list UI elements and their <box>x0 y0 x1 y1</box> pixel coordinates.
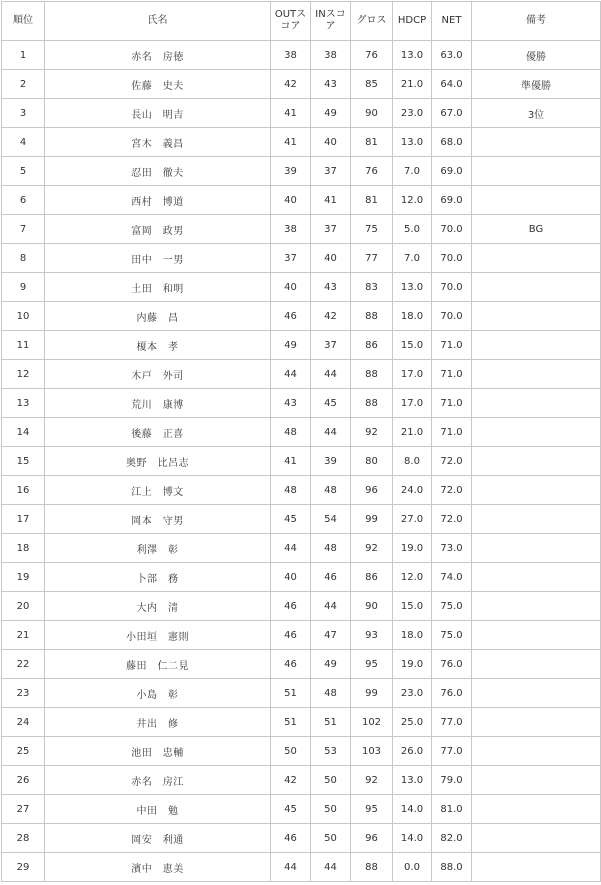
hdcp-cell: 21.0 <box>393 70 432 99</box>
gross-cell: 95 <box>351 650 393 679</box>
note-cell <box>472 273 601 302</box>
table-row <box>2 447 601 476</box>
hdcp-cell: 21.0 <box>393 418 432 447</box>
rank-cell: 1 <box>2 41 45 70</box>
note-cell <box>472 679 601 708</box>
out-score-cell: 42 <box>271 766 311 795</box>
out-score-cell: 37 <box>271 244 311 273</box>
in-score-cell: 44 <box>311 360 351 389</box>
note-cell <box>472 853 601 882</box>
table-row <box>2 795 601 824</box>
note-cell <box>472 244 601 273</box>
hdcp-cell: 18.0 <box>393 621 432 650</box>
table-row <box>2 563 601 592</box>
gross-cell: 86 <box>351 331 393 360</box>
table-row <box>2 650 601 679</box>
hdcp-cell: 25.0 <box>393 708 432 737</box>
note-cell: 準優勝 <box>472 70 601 99</box>
table-row <box>2 41 601 70</box>
in-score-cell: 44 <box>311 853 351 882</box>
net-cell: 69.0 <box>432 186 472 215</box>
in-score-cell: 37 <box>311 215 351 244</box>
in-score-cell: 50 <box>311 795 351 824</box>
name-cell: 木戸 外司 <box>45 360 271 389</box>
in-score-cell: 48 <box>311 679 351 708</box>
hdcp-cell: 15.0 <box>393 592 432 621</box>
gross-cell: 75 <box>351 215 393 244</box>
in-score-cell: 51 <box>311 708 351 737</box>
name-cell: 卜部 務 <box>45 563 271 592</box>
out-score-cell: 50 <box>271 737 311 766</box>
rank-cell: 9 <box>2 273 45 302</box>
net-cell: 69.0 <box>432 157 472 186</box>
name-cell: 富岡 政男 <box>45 215 271 244</box>
rank-cell: 5 <box>2 157 45 186</box>
name-cell: 大内 清 <box>45 592 271 621</box>
net-cell: 88.0 <box>432 853 472 882</box>
out-score-cell: 46 <box>271 650 311 679</box>
net-cell: 73.0 <box>432 534 472 563</box>
table-row <box>2 824 601 853</box>
net-cell: 70.0 <box>432 273 472 302</box>
out-score-cell: 45 <box>271 505 311 534</box>
out-score-cell: 41 <box>271 99 311 128</box>
out-score-cell: 46 <box>271 621 311 650</box>
name-cell: 岡本 守男 <box>45 505 271 534</box>
table-row <box>2 215 601 244</box>
note-cell <box>472 534 601 563</box>
in-score-cell: 42 <box>311 302 351 331</box>
note-cell: 3位 <box>472 99 601 128</box>
name-cell: 佐藤 史夫 <box>45 70 271 99</box>
hdcp-cell: 13.0 <box>393 273 432 302</box>
net-cell: 76.0 <box>432 650 472 679</box>
table-row <box>2 766 601 795</box>
gross-cell: 96 <box>351 824 393 853</box>
out-score-cell: 38 <box>271 215 311 244</box>
rank-cell: 7 <box>2 215 45 244</box>
hdcp-cell: 24.0 <box>393 476 432 505</box>
note-cell <box>472 360 601 389</box>
table-row <box>2 621 601 650</box>
name-cell: 後藤 正喜 <box>45 418 271 447</box>
rank-cell: 26 <box>2 766 45 795</box>
table-row <box>2 273 601 302</box>
name-cell: 土田 和明 <box>45 273 271 302</box>
rank-cell: 21 <box>2 621 45 650</box>
gross-cell: 77 <box>351 244 393 273</box>
gross-cell: 90 <box>351 99 393 128</box>
out-score-cell: 51 <box>271 708 311 737</box>
out-score-cell: 44 <box>271 360 311 389</box>
table-row <box>2 302 601 331</box>
hdcp-cell: 14.0 <box>393 795 432 824</box>
name-cell: 西村 博道 <box>45 186 271 215</box>
gross-cell: 102 <box>351 708 393 737</box>
net-cell: 75.0 <box>432 592 472 621</box>
gross-cell: 88 <box>351 853 393 882</box>
note-cell <box>472 476 601 505</box>
rank-cell: 24 <box>2 708 45 737</box>
note-cell <box>472 389 601 418</box>
out-score-cell: 39 <box>271 157 311 186</box>
net-cell: 77.0 <box>432 737 472 766</box>
in-score-cell: 40 <box>311 128 351 157</box>
in-score-cell: 54 <box>311 505 351 534</box>
net-cell: 63.0 <box>432 41 472 70</box>
rank-cell: 16 <box>2 476 45 505</box>
rank-cell: 25 <box>2 737 45 766</box>
table-row <box>2 505 601 534</box>
hdcp-cell: 17.0 <box>393 389 432 418</box>
table-row <box>2 186 601 215</box>
gross-cell: 99 <box>351 679 393 708</box>
gross-cell: 96 <box>351 476 393 505</box>
note-cell <box>472 505 601 534</box>
table-row <box>2 99 601 128</box>
gross-cell: 92 <box>351 766 393 795</box>
note-cell <box>472 650 601 679</box>
net-cell: 70.0 <box>432 244 472 273</box>
note-cell <box>472 708 601 737</box>
out-score-cell: 51 <box>271 679 311 708</box>
in-score-cell: 46 <box>311 563 351 592</box>
net-cell: 71.0 <box>432 360 472 389</box>
hdcp-cell: 7.0 <box>393 244 432 273</box>
table-row <box>2 70 601 99</box>
hdcp-cell: 13.0 <box>393 41 432 70</box>
name-cell: 岡安 利通 <box>45 824 271 853</box>
out-score-cell: 46 <box>271 302 311 331</box>
note-cell <box>472 563 601 592</box>
table-row <box>2 418 601 447</box>
note-cell <box>472 418 601 447</box>
gross-cell: 81 <box>351 128 393 157</box>
rank-cell: 8 <box>2 244 45 273</box>
hdcp-cell: 19.0 <box>393 650 432 679</box>
rank-cell: 23 <box>2 679 45 708</box>
out-score-cell: 46 <box>271 824 311 853</box>
rank-cell: 18 <box>2 534 45 563</box>
rank-cell: 17 <box>2 505 45 534</box>
note-cell <box>472 186 601 215</box>
in-score-cell: 43 <box>311 70 351 99</box>
out-score-cell: 42 <box>271 70 311 99</box>
gross-cell: 76 <box>351 157 393 186</box>
in-score-cell: 44 <box>311 592 351 621</box>
name-cell: 濱中 恵美 <box>45 853 271 882</box>
hdcp-cell: 7.0 <box>393 157 432 186</box>
in-score-cell: 48 <box>311 476 351 505</box>
net-cell: 67.0 <box>432 99 472 128</box>
table-row <box>2 708 601 737</box>
rank-cell: 29 <box>2 853 45 882</box>
note-cell <box>472 157 601 186</box>
name-cell: 江上 博文 <box>45 476 271 505</box>
note-cell <box>472 737 601 766</box>
table-header <box>2 2 601 41</box>
name-cell: 藤田 仁二見 <box>45 650 271 679</box>
gross-cell: 103 <box>351 737 393 766</box>
hdcp-cell: 18.0 <box>393 302 432 331</box>
net-cell: 70.0 <box>432 302 472 331</box>
table-row <box>2 244 601 273</box>
header-rank: 順位 <box>2 2 45 41</box>
gross-cell: 88 <box>351 360 393 389</box>
hdcp-cell: 15.0 <box>393 331 432 360</box>
rank-cell: 28 <box>2 824 45 853</box>
note-cell <box>472 824 601 853</box>
in-score-cell: 53 <box>311 737 351 766</box>
in-score-cell: 39 <box>311 447 351 476</box>
rank-cell: 4 <box>2 128 45 157</box>
hdcp-cell: 27.0 <box>393 505 432 534</box>
in-score-cell: 50 <box>311 766 351 795</box>
header-hdcp: HDCP <box>393 2 432 41</box>
rank-cell: 12 <box>2 360 45 389</box>
note-cell <box>472 447 601 476</box>
rank-cell: 22 <box>2 650 45 679</box>
gross-cell: 81 <box>351 186 393 215</box>
gross-cell: 88 <box>351 302 393 331</box>
out-score-cell: 48 <box>271 476 311 505</box>
gross-cell: 90 <box>351 592 393 621</box>
note-cell <box>472 621 601 650</box>
gross-cell: 92 <box>351 418 393 447</box>
net-cell: 72.0 <box>432 476 472 505</box>
hdcp-cell: 23.0 <box>393 99 432 128</box>
net-cell: 75.0 <box>432 621 472 650</box>
in-score-cell: 47 <box>311 621 351 650</box>
note-cell <box>472 592 601 621</box>
net-cell: 82.0 <box>432 824 472 853</box>
name-cell: 赤名 房徳 <box>45 41 271 70</box>
in-score-cell: 49 <box>311 99 351 128</box>
header-name: 氏名 <box>45 2 271 41</box>
name-cell: 宮木 義昌 <box>45 128 271 157</box>
out-score-cell: 40 <box>271 186 311 215</box>
rank-cell: 19 <box>2 563 45 592</box>
out-score-cell: 40 <box>271 273 311 302</box>
results-table <box>1 1 601 882</box>
rank-cell: 3 <box>2 99 45 128</box>
table-row <box>2 157 601 186</box>
rank-cell: 10 <box>2 302 45 331</box>
header-gross: グロス <box>351 2 393 41</box>
name-cell: 榎本 孝 <box>45 331 271 360</box>
header-out-score: OUTスコア <box>271 2 311 41</box>
hdcp-cell: 13.0 <box>393 766 432 795</box>
header-row <box>2 2 601 41</box>
hdcp-cell: 19.0 <box>393 534 432 563</box>
net-cell: 71.0 <box>432 389 472 418</box>
name-cell: 利澤 彰 <box>45 534 271 563</box>
net-cell: 81.0 <box>432 795 472 824</box>
table-row <box>2 360 601 389</box>
table-row <box>2 853 601 882</box>
note-cell: BG <box>472 215 601 244</box>
hdcp-cell: 8.0 <box>393 447 432 476</box>
in-score-cell: 41 <box>311 186 351 215</box>
table-row <box>2 128 601 157</box>
gross-cell: 83 <box>351 273 393 302</box>
net-cell: 77.0 <box>432 708 472 737</box>
in-score-cell: 44 <box>311 418 351 447</box>
name-cell: 赤名 房江 <box>45 766 271 795</box>
gross-cell: 93 <box>351 621 393 650</box>
note-cell <box>472 331 601 360</box>
net-cell: 71.0 <box>432 331 472 360</box>
out-score-cell: 45 <box>271 795 311 824</box>
header-note: 備考 <box>472 2 601 41</box>
out-score-cell: 43 <box>271 389 311 418</box>
in-score-cell: 45 <box>311 389 351 418</box>
header-in-score: INスコア <box>311 2 351 41</box>
table-row <box>2 592 601 621</box>
gross-cell: 92 <box>351 534 393 563</box>
in-score-cell: 38 <box>311 41 351 70</box>
out-score-cell: 44 <box>271 534 311 563</box>
name-cell: 奥野 比呂志 <box>45 447 271 476</box>
rank-cell: 14 <box>2 418 45 447</box>
net-cell: 68.0 <box>432 128 472 157</box>
name-cell: 忍田 徹夫 <box>45 157 271 186</box>
header-net: NET <box>432 2 472 41</box>
in-score-cell: 37 <box>311 331 351 360</box>
in-score-cell: 50 <box>311 824 351 853</box>
rank-cell: 13 <box>2 389 45 418</box>
in-score-cell: 40 <box>311 244 351 273</box>
rank-cell: 27 <box>2 795 45 824</box>
out-score-cell: 41 <box>271 447 311 476</box>
in-score-cell: 48 <box>311 534 351 563</box>
gross-cell: 80 <box>351 447 393 476</box>
gross-cell: 88 <box>351 389 393 418</box>
in-score-cell: 43 <box>311 273 351 302</box>
rank-cell: 11 <box>2 331 45 360</box>
table-body <box>2 41 601 882</box>
name-cell: 小島 彰 <box>45 679 271 708</box>
net-cell: 70.0 <box>432 215 472 244</box>
net-cell: 76.0 <box>432 679 472 708</box>
note-cell <box>472 795 601 824</box>
out-score-cell: 41 <box>271 128 311 157</box>
out-score-cell: 40 <box>271 563 311 592</box>
rank-cell: 15 <box>2 447 45 476</box>
name-cell: 池田 忠輔 <box>45 737 271 766</box>
out-score-cell: 46 <box>271 592 311 621</box>
table-row <box>2 331 601 360</box>
out-score-cell: 38 <box>271 41 311 70</box>
table-row <box>2 679 601 708</box>
in-score-cell: 49 <box>311 650 351 679</box>
gross-cell: 95 <box>351 795 393 824</box>
in-score-cell: 37 <box>311 157 351 186</box>
hdcp-cell: 23.0 <box>393 679 432 708</box>
table-row <box>2 389 601 418</box>
hdcp-cell: 12.0 <box>393 563 432 592</box>
name-cell: 荒川 康博 <box>45 389 271 418</box>
hdcp-cell: 12.0 <box>393 186 432 215</box>
net-cell: 79.0 <box>432 766 472 795</box>
net-cell: 64.0 <box>432 70 472 99</box>
name-cell: 田中 一男 <box>45 244 271 273</box>
rank-cell: 2 <box>2 70 45 99</box>
net-cell: 74.0 <box>432 563 472 592</box>
gross-cell: 85 <box>351 70 393 99</box>
gross-cell: 99 <box>351 505 393 534</box>
net-cell: 72.0 <box>432 505 472 534</box>
note-cell <box>472 302 601 331</box>
name-cell: 中田 勉 <box>45 795 271 824</box>
hdcp-cell: 14.0 <box>393 824 432 853</box>
name-cell: 井出 修 <box>45 708 271 737</box>
out-score-cell: 44 <box>271 853 311 882</box>
name-cell: 内藤 昌 <box>45 302 271 331</box>
gross-cell: 86 <box>351 563 393 592</box>
name-cell: 長山 明吉 <box>45 99 271 128</box>
out-score-cell: 48 <box>271 418 311 447</box>
rank-cell: 20 <box>2 592 45 621</box>
note-cell <box>472 766 601 795</box>
table-row <box>2 476 601 505</box>
table-row <box>2 737 601 766</box>
out-score-cell: 49 <box>271 331 311 360</box>
hdcp-cell: 0.0 <box>393 853 432 882</box>
note-cell: 優勝 <box>472 41 601 70</box>
name-cell: 小田垣 憲則 <box>45 621 271 650</box>
table-row <box>2 534 601 563</box>
rank-cell: 6 <box>2 186 45 215</box>
hdcp-cell: 26.0 <box>393 737 432 766</box>
note-cell <box>472 128 601 157</box>
hdcp-cell: 13.0 <box>393 128 432 157</box>
net-cell: 71.0 <box>432 418 472 447</box>
hdcp-cell: 5.0 <box>393 215 432 244</box>
net-cell: 72.0 <box>432 447 472 476</box>
hdcp-cell: 17.0 <box>393 360 432 389</box>
gross-cell: 76 <box>351 41 393 70</box>
